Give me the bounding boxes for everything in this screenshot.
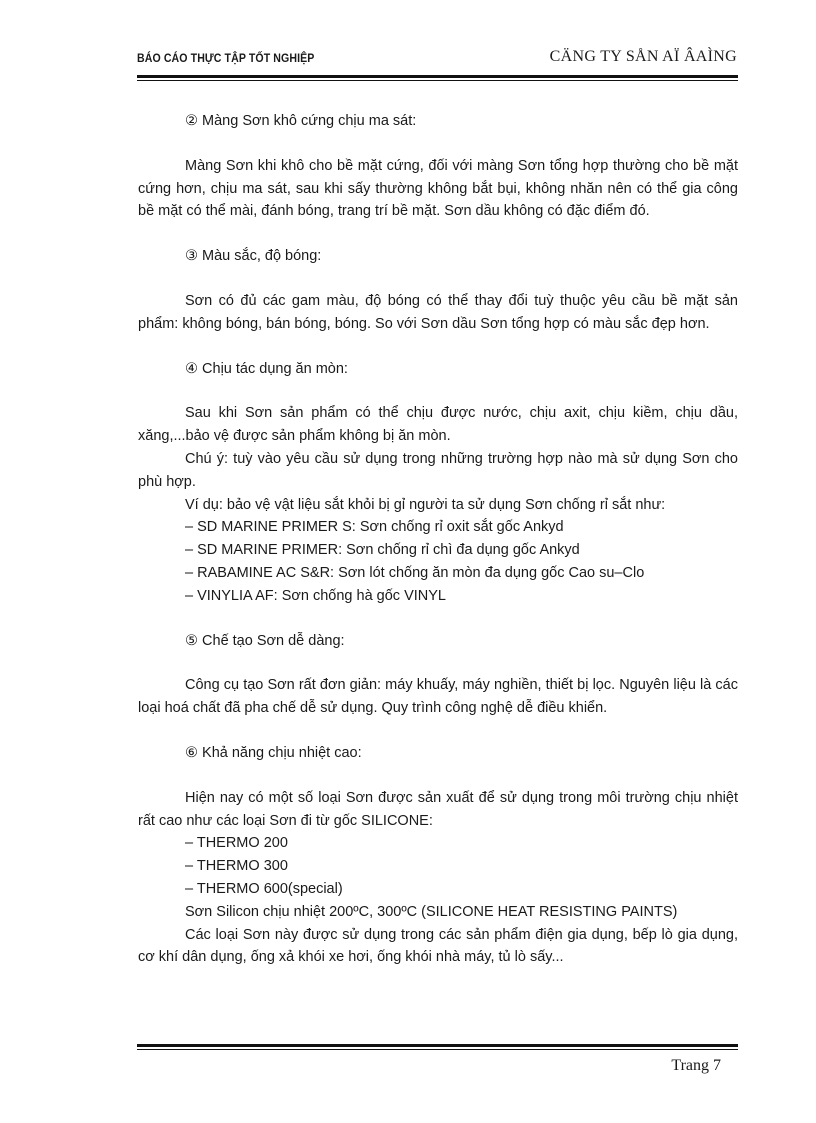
list-item: – RABAMINE AC S&R: Sơn lót chống ăn mòn đa dụng gốc Cao su–Clo	[185, 564, 645, 581]
paragraph-note: Chú ý: tuỳ vào yêu cầu sử dụng trong những trường hợp nào mà sử dụng Sơn cho phù hợp.	[138, 450, 738, 490]
list-item: – VINYLIA AF: Sơn chống hà gốc VINYL	[185, 587, 446, 604]
list-item: – THERMO 600(special)	[185, 880, 343, 897]
paragraph-hard-film: Màng Sơn khi khô cho bề mặt cứng, đối với màng Sơn tổng hợp thường cho bề mặt cứng hơn, chịu ma sát, sau khi sấy thường không bắt bụi, không nhăn nên có thể gia công bề mặt có thể mài, đánh bóng, trang trí bề mặt. Sơn dầu không có đặc điểm đó.	[138, 157, 738, 220]
header-rule-thin	[137, 80, 738, 81]
heading-easy-production: ⑤ Chế tạo Sơn dễ dàng:	[185, 632, 345, 649]
list-item: – SD MARINE PRIMER S: Sơn chống rỉ oxit sắt gốc Ankyd	[185, 519, 564, 536]
company-name: CÄNG TY SÅN AÏ ÂAÌNG	[549, 48, 737, 65]
paragraph-example: Ví dụ: bảo vệ vật liệu sắt khỏi bị gỉ người ta sử dụng Sơn chống rỉ sắt như:	[185, 496, 666, 513]
report-title: BÁO CÁO THỰC TẬP TỐT NGHIỆP	[137, 53, 315, 65]
list-item: – SD MARINE PRIMER: Sơn chống rỉ chì đa dụng gốc Ankyd	[185, 542, 580, 559]
paragraph-corrosion: Sau khi Sơn sản phẩm có thể chịu được nước, chịu axit, chịu kiềm, chịu dầu, xăng,...bảo vệ được sản phẩm không bị ăn mòn.	[138, 405, 738, 445]
paragraph-silicone: Sơn Silicon chịu nhiệt 200ºC, 300ºC (SILICONE HEAT RESISTING PAINTS)	[185, 903, 678, 920]
page-header	[137, 44, 737, 74]
heading-heat-resistance: ⑥ Khả năng chịu nhiệt cao:	[185, 744, 362, 761]
list-item: – THERMO 300	[185, 858, 288, 875]
heading-color-gloss: ③ Màu sắc, độ bóng:	[185, 248, 322, 265]
footer-rule-thin	[137, 1049, 738, 1050]
heading-corrosion: ④ Chịu tác dụng ăn mòn:	[185, 360, 348, 377]
header-rule-thick	[137, 75, 738, 78]
list-item: – THERMO 200	[185, 835, 288, 852]
paragraph-easy-production: Công cụ tạo Sơn rất đơn giản: máy khuấy, máy nghiền, thiết bị lọc. Nguyên liệu là các loại hoá chất đã pha chế dễ sử dụng. Quy trình công nghệ dễ điều khiển.	[138, 677, 738, 717]
paragraph-heat-resistance: Hiện nay có một số loại Sơn được sản xuất để sử dụng trong môi trường chịu nhiệt rất cao như các loại Sơn đi từ gốc SILICONE:	[138, 789, 738, 829]
heading-hard-film: ② Màng Sơn khô cứng chịu ma sát:	[185, 113, 417, 129]
page-number: Trang 7	[671, 1057, 721, 1074]
footer-rule-thick	[137, 1044, 738, 1047]
document-body	[138, 110, 738, 969]
paragraph-color-gloss: Sơn có đủ các gam màu, độ bóng có thể thay đổi tuỳ thuộc yêu cầu bề mặt sản phẩm: không bóng, bán bóng, bóng. So với Sơn dầu Sơn tổng hợp có màu sắc đẹp hơn.	[138, 292, 738, 332]
paragraph-applications: Các loại Sơn này được sử dụng trong các sản phẩm điện gia dụng, bếp lò gia dụng, cơ khí dân dụng, ống xả khói xe hơi, ống khói nhà máy, tủ lò sấy...	[138, 926, 738, 966]
